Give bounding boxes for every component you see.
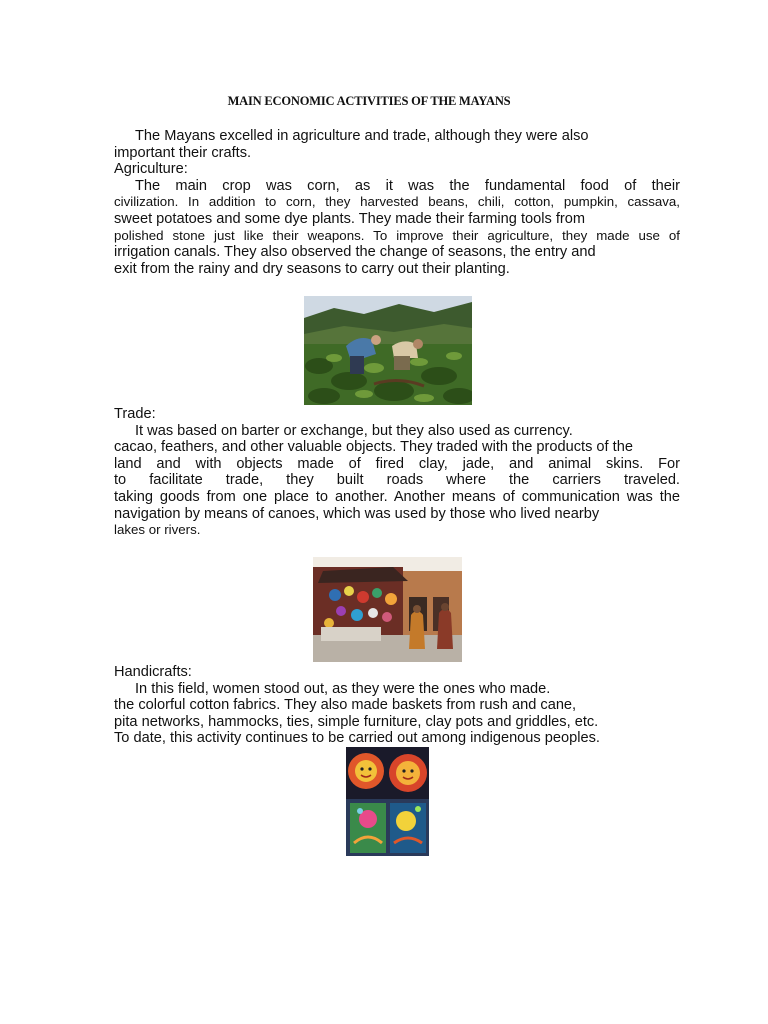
agriculture-line: irrigation canals. They also observed the change of seasons, the entry and: [114, 244, 596, 261]
handicrafts-line: the colorful cotton fabrics. They also made baskets from rush and cane,: [114, 697, 577, 714]
trade-line: to facilitate trade, they built roads where the carriers traveled.: [114, 472, 680, 489]
trade-line: taking goods from one place to another. Another means of communication was the: [114, 488, 680, 505]
agriculture-line: sweet potatoes and some dye plants. They made their farming tools from: [114, 210, 586, 227]
agriculture-line: The main crop was corn, as it was the fundamental food of their: [135, 177, 680, 194]
agriculture-line: polished stone just like their weapons. To improve their agriculture, they made use of: [114, 227, 680, 243]
handicrafts-line: To date, this activity continues to be carried out among indigenous peoples.: [114, 730, 600, 747]
trade-section: [114, 406, 680, 539]
intro-line: important their crafts.: [114, 144, 252, 161]
farmers-field-photo: [304, 296, 472, 405]
trade-line: land and with objects made of fired clay, jade, and animal skins. For: [114, 455, 680, 472]
agriculture-heading: Agriculture:: [114, 161, 188, 178]
trade-heading: Trade:: [114, 406, 156, 422]
intro-and-agriculture-section: [114, 128, 680, 277]
agriculture-line: civilization. In addition to corn, they harvested beans, chili, cotton, pumpkin, cassava,: [114, 194, 680, 210]
handicrafts-heading: Handicrafts:: [114, 664, 192, 680]
handicrafts-section: [114, 664, 680, 747]
trade-line: cacao, feathers, and other valuable objects. They traded with the products of the: [114, 439, 633, 456]
handicrafts-line: pita networks, hammocks, ties, simple furniture, clay pots and griddles, etc.: [114, 713, 599, 730]
agriculture-line: exit from the rainy and dry seasons to carry out their planting.: [114, 260, 510, 277]
page-title: MAIN ECONOMIC ACTIVITIES OF THE MAYANS: [227, 94, 511, 108]
market-stall-photo: [313, 557, 462, 662]
trade-line: lakes or rivers.: [114, 522, 201, 538]
crafts-suns-photo: [346, 747, 429, 856]
intro-line: The Mayans excelled in agriculture and trade, although they were also: [135, 128, 589, 144]
trade-line: navigation by means of canoes, which was used by those who lived nearby: [114, 505, 600, 522]
trade-line: It was based on barter or exchange, but they also used as currency.: [135, 422, 573, 439]
handicrafts-line: In this field, women stood out, as they were the ones who made.: [135, 680, 551, 697]
